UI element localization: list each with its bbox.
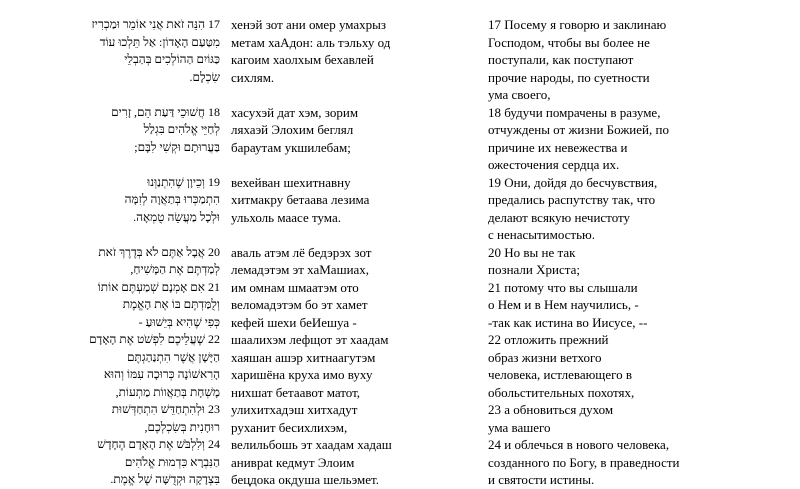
hebrew-line: כַּגּוֹיִם הַהוֹלְכִים בְּהַבְלֵי bbox=[124, 52, 220, 66]
hebrew-line: וּלְכָל מַעֲשֵׂה טֻמְאָה. bbox=[133, 209, 220, 224]
russian-line: образ жизни ветхого bbox=[488, 349, 602, 365]
transliteration-line: велильбошь эт хаадам хадаш bbox=[231, 437, 392, 452]
transliteration-line: аваль атэм лё бедэрэх зот bbox=[231, 244, 372, 260]
russian-line: о Нем и в Нем научились, - bbox=[488, 297, 639, 312]
russian-line: 20 Но вы не так bbox=[488, 244, 576, 260]
hebrew-line: 18 חֲשׁוּכֵי דַּעַת הֵם, זָרִים bbox=[111, 104, 220, 119]
transliteration-line: руханит бесихлихэм, bbox=[231, 419, 348, 435]
russian-line: отчуждены от жизни Божией, по bbox=[488, 122, 669, 137]
russian-column bbox=[488, 16, 788, 489]
blank-line bbox=[78, 226, 220, 244]
transliteration-line: бецдока окдуша шельэмет. bbox=[231, 472, 379, 487]
transliteration-line: метам хаАдон: аль тэльху од bbox=[231, 34, 391, 50]
hebrew-line: בַּעֲרוּתָם וּקְשִׁי לִבָּם; bbox=[134, 139, 220, 154]
hebrew-line: לְחַיֵּי אֱלֹהִים בִּגְלַל bbox=[143, 122, 220, 136]
hebrew-line: 24 וְלִלְבֹּשׁ אֶת הָאָדָם הֶחָדָשׁ bbox=[97, 437, 220, 451]
russian-line: 24 и облечься в нового человека, bbox=[488, 437, 670, 452]
transliteration-line: хитмакру бетаава лезима bbox=[231, 192, 370, 207]
transliteration-line: улихитхадэш хитхадут bbox=[231, 402, 358, 417]
hebrew-line: רוּחָנִית בְּשִׂכְלְכֶם, bbox=[144, 419, 220, 434]
hebrew-line: מִטַּעַם הָאָדוֹן: אַל תֵּלְכוּ עוֹד bbox=[99, 34, 220, 49]
hebrew-line: בִּצְדָקָה וּקְדֻשָּׁה שֶׁל אֱמֶת. bbox=[110, 472, 220, 486]
transliteration-line: сихлям. bbox=[231, 69, 275, 85]
blank-line bbox=[231, 86, 451, 104]
transliteration-line: харишёна круха имо вуху bbox=[231, 367, 373, 382]
russian-line: 17 Посему я говорю и заклинаю bbox=[488, 17, 667, 32]
russian-line: причине их невежества и bbox=[488, 139, 628, 155]
transliteration-line: лемадэтэм эт хаМашиах, bbox=[231, 262, 370, 277]
hebrew-line: הִתְמַכְּרוּ בְּתַאֲוָה לְזִמָּה bbox=[124, 192, 220, 206]
hebrew-line: מָשְׁחָת בְּתַאֲווֹת מַתְעוֹת, bbox=[115, 384, 220, 399]
hebrew-line: 19 וְכֵיוָן שֶׁהִתְנַוְּנוּ bbox=[147, 174, 220, 189]
russian-line: предались распутству так, что bbox=[488, 192, 656, 207]
russian-line: ожесточения сердца их. bbox=[488, 157, 620, 172]
transliteration-line: анивраt кедмут Элоим bbox=[231, 454, 355, 470]
russian-line: созданного по Богу, в праведности bbox=[488, 454, 680, 470]
russian-line: -так как истина во Иисусе, -- bbox=[488, 314, 648, 330]
transliteration-line: хаяшан ашэр хитнаагутэм bbox=[231, 349, 376, 365]
transliteration-line: ляхаэй Элохим беглял bbox=[231, 122, 354, 137]
transliteration-line: кефей шехи беИешуа - bbox=[231, 314, 357, 330]
transliteration-line: ульхоль маасе тума. bbox=[231, 209, 341, 225]
hebrew-line: הַיָּשָׁן אֲשֶׁר הִתְנַהַגְתֶּם bbox=[127, 349, 220, 364]
transliteration-line: кагоим хаолхым бехавлей bbox=[231, 52, 374, 67]
hebrew-line: 23 וּלְהִתְחַדֵּשׁ הִתְחַדְּשׁוּת bbox=[111, 402, 220, 416]
blank-line bbox=[78, 86, 220, 104]
russian-line: обольстительных похотях, bbox=[488, 384, 635, 400]
hebrew-line: הַנִּבְרָא כִּדְמוּת אֱלֹהִים bbox=[124, 454, 220, 469]
transliteration-line: хенэй зот ани омер умахрыз bbox=[231, 17, 387, 32]
transliteration-line: им омнам шмаатэм ото bbox=[231, 279, 359, 295]
blank-line bbox=[231, 226, 451, 244]
russian-line: ума вашего bbox=[488, 419, 551, 435]
blank-line bbox=[78, 156, 220, 174]
russian-line: с ненасытимостью. bbox=[488, 227, 596, 242]
transliteration-line: нихшат бетаавот матот, bbox=[231, 384, 361, 400]
hebrew-column bbox=[78, 16, 220, 489]
hebrew-line: 17 הִנֵּה זֹאת אֲנִי אוֹמֵר וּמַכְרִיז bbox=[91, 17, 220, 31]
russian-line: прочие народы, по суетности bbox=[488, 69, 650, 85]
russian-line: 19 Они, дойдя до бесчувствия, bbox=[488, 174, 658, 190]
russian-line: 22 отложить прежний bbox=[488, 332, 609, 347]
russian-line: 18 будучи помрачены в разуме, bbox=[488, 104, 661, 120]
hebrew-line: הָרִאשׁוֹנָה כְּרוּכָה עִמּוֹ וְהוּא bbox=[103, 367, 220, 381]
hebrew-line: 21 אִם אָמְנָם שְׁמַעְתֶּם אוֹתוֹ bbox=[97, 279, 220, 294]
russian-line: поступали, как поступают bbox=[488, 52, 634, 67]
russian-line: 23 а обновиться духом bbox=[488, 402, 614, 417]
transliteration-line: шаалихэм лефщот эт хаадам bbox=[231, 332, 389, 347]
russian-line: познали Христа; bbox=[488, 262, 580, 277]
hebrew-line: 22 שֶׁעֲלֵיכֶם לִפְשֹׁט אֶת הָאָדָם bbox=[89, 332, 220, 346]
russian-line: делают всякую нечистоту bbox=[488, 209, 631, 225]
blank-line bbox=[231, 156, 451, 174]
transliteration-column bbox=[231, 16, 451, 489]
transliteration-line: хасухэй дат хэм, зорим bbox=[231, 104, 359, 120]
russian-line: ума своего, bbox=[488, 87, 551, 102]
transliteration-line: бараутам укшилебам; bbox=[231, 139, 351, 155]
russian-line: человека, истлевающего в bbox=[488, 367, 632, 382]
russian-line: 21 потому что вы слышали bbox=[488, 279, 638, 295]
russian-line: и святости истины. bbox=[488, 472, 595, 487]
hebrew-line: כְּפִי שֶׁהִיא בְּיֵשׁוּעַ - bbox=[138, 314, 220, 329]
transliteration-line: веломадэтэм бо эт хамет bbox=[231, 297, 368, 312]
transliteration-line: вехейван шехитнавну bbox=[231, 174, 351, 190]
hebrew-line: שִׂכְלָם. bbox=[189, 69, 220, 84]
hebrew-line: וְלֻמַּדְתֶּם בּוֹ אֶת הָאֱמֶת bbox=[122, 297, 220, 311]
hebrew-line: לְמַדְתֶּם אֶת הַמָּשִׁיחַ, bbox=[130, 262, 220, 276]
russian-line: Господом, чтобы вы более не bbox=[488, 34, 650, 50]
hebrew-line: 20 אֲבָל אַתֶּם לֹא בְּדֶרֶךְ זֹאת bbox=[98, 244, 220, 259]
